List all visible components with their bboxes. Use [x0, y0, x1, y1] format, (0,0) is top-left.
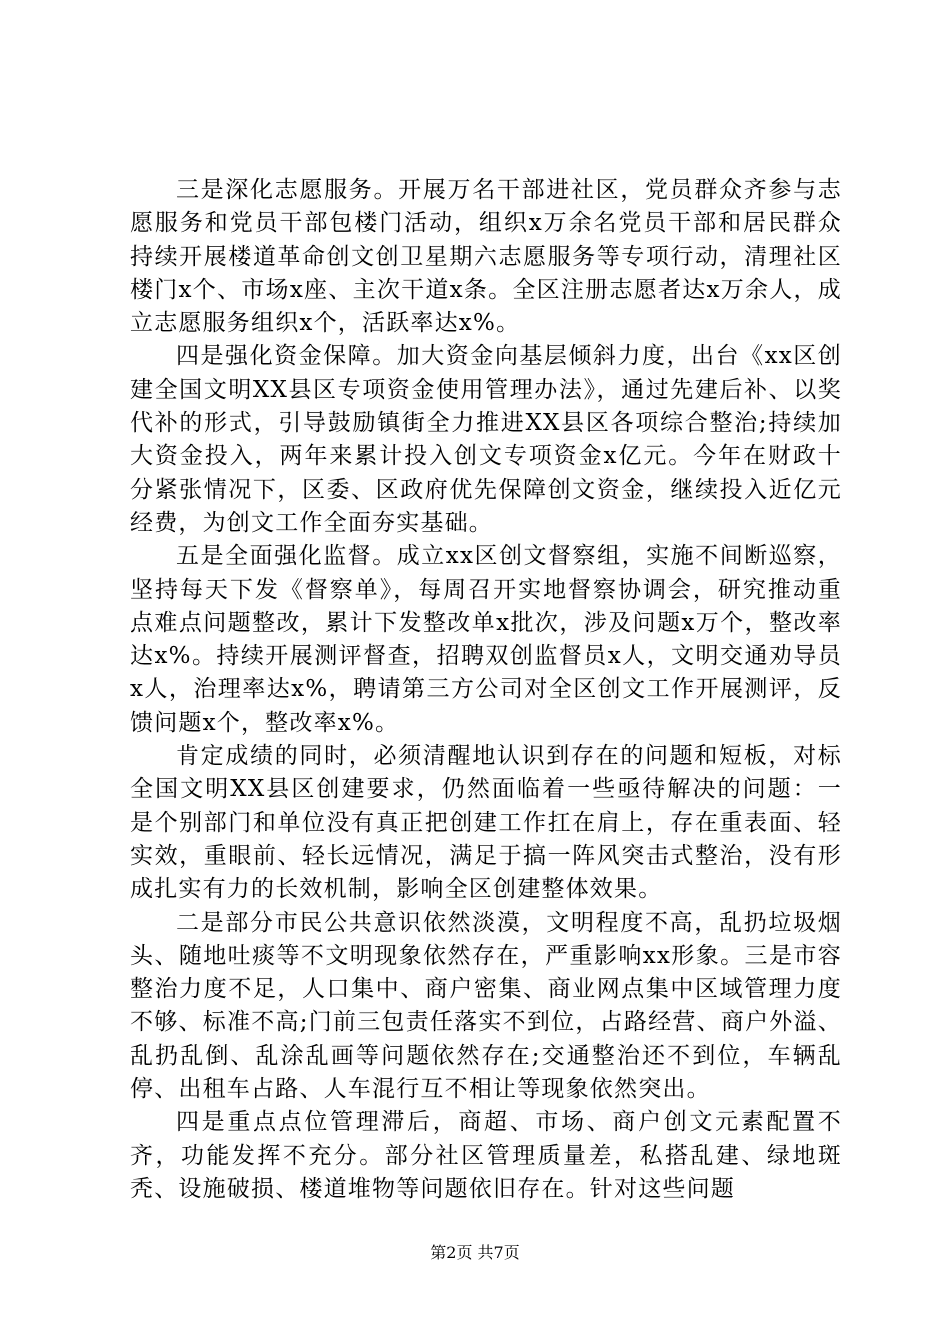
paragraph-problems-overview: 肯定成绩的同时，必须清醒地认识到存在的问题和短板，对标全国文明XX县区创建要求，仍然面临着一些亟待解决的问题：一是个别部门和单位没有真正把创建工作扛在肩上，存在重表面、轻实效，重眼前、轻长远情况，满足于搞一阵风突击式整治，没有形成扎实有力的长效机制，影响全区创建整体效果。: [130, 743, 842, 903]
paragraph-supervision: 五是全面强化监督。成立xx区创文督察组，实施不间断巡察，坚持每天下发《督察单》，每周召开实地督察协调会，研究推动重点难点问题整改，累计下发整改单x批次，涉及问题x万个，整改率达x%。持续开展测评督查，招聘双创监督员x人，文明交通劝导员x人，治理率达x%，聘请第三方公司对全区创文工作开展测评，反馈问题x个，整改率x%。: [130, 543, 842, 736]
page-number-label: 第2页 共7页: [430, 1243, 520, 1262]
document-body: [130, 174, 842, 1206]
paragraph-funding-guarantee: 四是强化资金保障。加大资金向基层倾斜力度，出台《xx区创建全国文明XX县区专项资金使用管理办法》，通过先建后补、以奖代补的形式，引导鼓励镇街全力推进XX县区各项综合整治;持续加大资金投入，两年来累计投入创文专项资金x亿元。今年在财政十分紧张情况下，区委、区政府优先保障创文资金，继续投入近亿元经费，为创文工作全面夯实基础。: [130, 343, 842, 536]
paragraph-volunteer-service: 三是深化志愿服务。开展万名干部进社区，党员群众齐参与志愿服务和党员干部包楼门活动，组织x万余名党员干部和居民群众持续开展楼道革命创文创卫星期六志愿服务等专项行动，清理社区楼门x个、市场x座、主次干道x条。全区注册志愿者达x万余人，成立志愿服务组织x个，活跃率达x%。: [130, 177, 842, 337]
paragraph-key-site-management: 四是重点点位管理滞后，商超、市场、商户创文元素配置不齐，功能发挥不充分。部分社区管理质量差，私搭乱建、绿地斑秃、设施破损、楼道堆物等问题依旧存在。针对这些问题: [130, 1109, 842, 1202]
page-footer: [0, 1243, 950, 1263]
paragraph-public-awareness: 二是部分市民公共意识依然淡漠，文明程度不高，乱扔垃圾烟头、随地吐痰等不文明现象依然存在，严重影响xx形象。三是市容整治力度不足，人口集中、商户密集、商业网点集中区域管理力度不够、标准不高;门前三包责任落实不到位，占路经营、商户外溢、乱扔乱倒、乱涂乱画等问题依然存在;交通整治还不到位，车辆乱停、出租车占路、人车混行互不相让等现象依然突出。: [130, 909, 842, 1103]
